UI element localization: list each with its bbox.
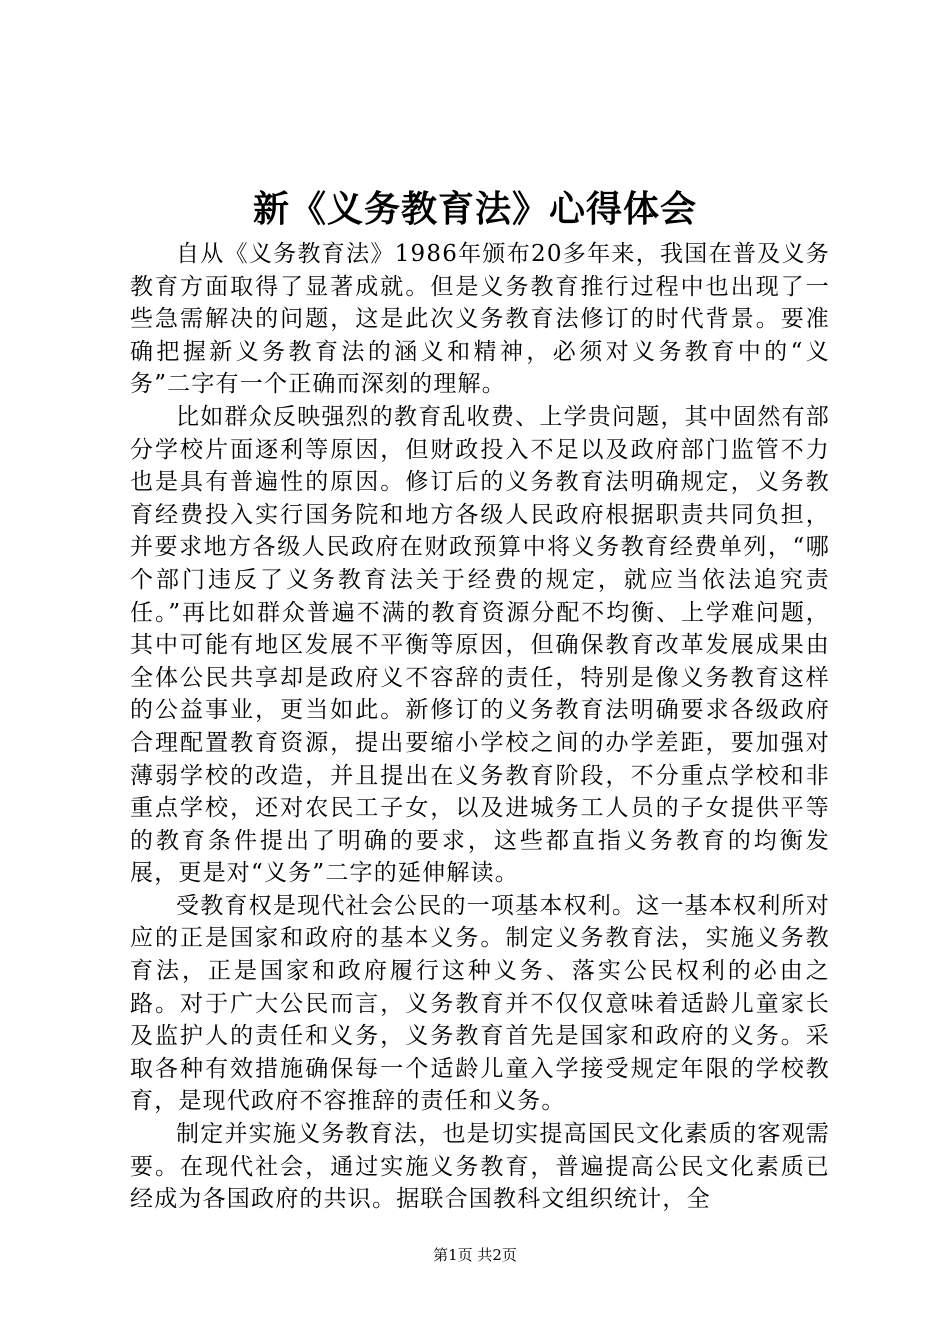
paragraph-2: 比如群众反映强烈的教育乱收费、上学贵问题，其中固然有部分学校片面逐利等原因，但财政投入不足以及政府部门监管不力也是具有普遍性的原因。修订后的义务教育法明确规定，义务教育经费投入实行国务院和地方各级人民政府根据职责共同负担，并要求地方各级人民政府在财政预算中将义务教育经费单列，“哪个部门违反了义务教育法关于经费的规定，就应当依法追究责任。”再比如群众普遍不满的教育资源分配不均衡、上学难问题，其中可能有地区发展不平衡等原因，但确保教育改革发展成果由全体公民共享却是政府义不容辞的责任，特别是像义务教育这样的公益事业，更当如此。新修订的义务教育法明确要求各级政府合理配置教育资源，提出要缩小学校之间的办学差距，要加强对薄弱学校的改造，并且提出在义务教育阶段，不分重点学校和非重点学校，还对农民工子女，以及进城务工人员的子女提供平等的教育条件提出了明确的要求，这些都直指义务教育的均衡发展，更是对“义务”二字的延伸解读。 — [130, 403, 830, 887]
paragraph-4: 制定并实施义务教育法，也是切实提高国民文化素质的客观需要。在现代社会，通过实施义务教育，普遍提高公民文化素质已经成为各国政府的共识。据联合国教科文组织统计，全 — [130, 1121, 830, 1213]
page-number-footer: 第1页 共2页 — [433, 1246, 517, 1264]
paragraph-3: 受教育权是现代社会公民的一项基本权利。这一基本权利所对应的正是国家和政府的基本义务。制定义务教育法，实施义务教育法，正是国家和政府履行这种义务、落实公民权利的必由之路。对于广大公民而言，义务教育并不仅仅意味着适龄儿童家长及监护人的责任和义务，义务教育首先是国家和政府的义务。采取各种有效措施确保每一个适龄儿童入学接受规定年限的学校教育，是现代政府不容推辞的责任和义务。 — [130, 892, 830, 1115]
document-title: 新《义务教育法》心得体会 — [252, 188, 697, 230]
document-body — [130, 238, 830, 1216]
paragraph-1: 自从《义务教育法》1986年颁布20多年来，我国在普及义务教育方面取得了显著成就。但是义务教育推行过程中也出现了一些急需解决的问题，这是此次义务教育法修订的时代背景。要准确把握新义务教育法的涵义和精神，必须对义务教育中的“义务”二字有一个正确而深刻的理解。 — [130, 241, 830, 398]
